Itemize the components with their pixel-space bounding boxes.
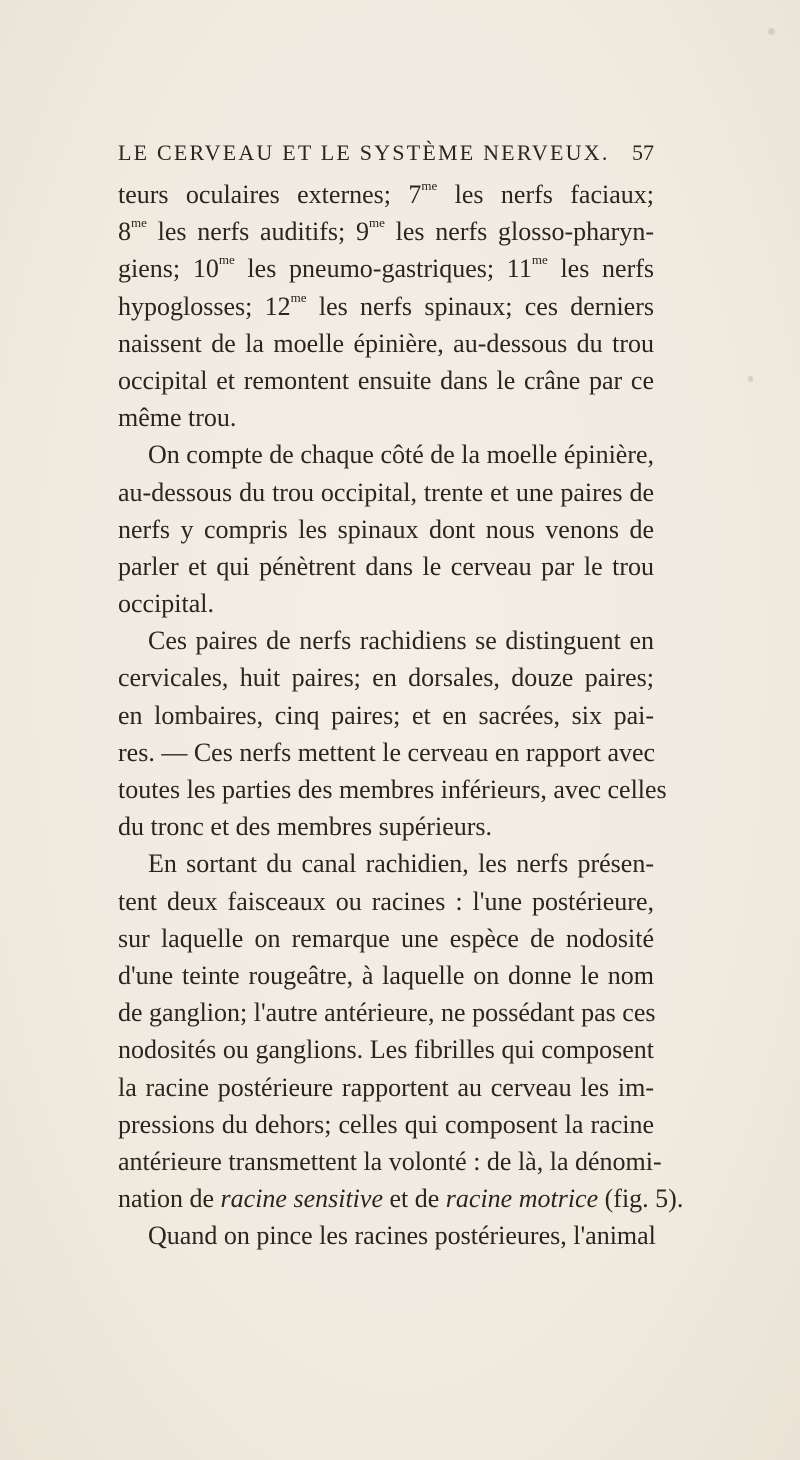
paragraph-first-line: Ces paires de nerfs rachidiens se distinguent en (148, 626, 654, 656)
text-line: hypoglosses; $12^{me}$ les nerfs spinaux; ces derniers (118, 289, 654, 321)
text-line: nodosités ou ganglions. Les fibrilles qui composent (118, 1035, 654, 1065)
paragraph-first-line: En sortant du canal rachidien, les nerfs présen- (148, 849, 654, 879)
text-line: tent deux faisceaux ou racines : l'une postérieure, (118, 886, 654, 916)
text-line: teurs oculaires externes; $7^{me}$ les nerfs faciaux; (118, 178, 654, 209)
text-line: cervicales, huit paires; en dorsales, douze paires; (118, 663, 654, 693)
text-line: toutes les parties des membres inférieurs, avec celles (118, 775, 667, 804)
text-line: de ganglion; l'autre antérieure, ne possédant pas ces (118, 998, 656, 1028)
text-line: du tronc et des membres supérieurs. (118, 812, 493, 842)
text-line: parler et qui pénètrent dans le cerveau par le trou (118, 551, 654, 581)
text-line: nerfs y compris les spinaux dont nous venons de (118, 514, 654, 544)
text-line: res. — Ces nerfs mettent le cerveau en rapport avec (118, 737, 656, 767)
paragraph-first-line: On compte de chaque côté de la moelle épinière, (148, 440, 655, 470)
text-line: d'une teinte rougeâtre, à laquelle on donne le nom (118, 960, 654, 990)
text-line: antérieure transmettent la volonté : de là, la dénomi- (118, 1146, 662, 1176)
text-line: au-dessous du trou occipital, trente et une paires de (118, 477, 654, 507)
text-line: naissent de la moelle épinière, au-dessous du trou (118, 328, 654, 358)
text-line: occipital. (118, 589, 215, 619)
text-line: en lombaires, cinq paires; et en sacrées, six pai- (118, 700, 654, 730)
body-text (118, 176, 684, 1254)
italic-term: racine motrice (445, 1184, 599, 1214)
text-line: giens; $10^{me}$ les pneumo-gastriques; $11^{me}$ les nerfs (118, 252, 655, 284)
page-number: 57 (632, 140, 654, 165)
text-line: $8^{me}$ les nerfs auditifs; $9^{me}$ les nerfs glosso-pharyn- (118, 215, 654, 247)
text-line: occipital et remontent ensuite dans le crâne par ce (118, 365, 654, 395)
paper-stain (768, 28, 775, 35)
text-line: nation de racine sensitive et de racine motrice (fig. 5). (118, 1184, 684, 1214)
running-title: LE CERVEAU ET LE SYSTÈME NERVEUX. (118, 140, 610, 165)
text-line: la racine postérieure rapportent au cerveau les im- (118, 1072, 654, 1102)
italic-term: racine sensitive (220, 1184, 383, 1214)
text-line: sur laquelle on remarque une espèce de nodosité (118, 923, 654, 953)
paragraph-first-line: Quand on pince les racines postérieures, l'animal (148, 1221, 656, 1251)
paper-stain (748, 376, 753, 382)
text-line: même trou. (118, 403, 237, 433)
text-line: pressions du dehors; celles qui composent la racine (118, 1109, 654, 1139)
running-head (118, 140, 654, 170)
